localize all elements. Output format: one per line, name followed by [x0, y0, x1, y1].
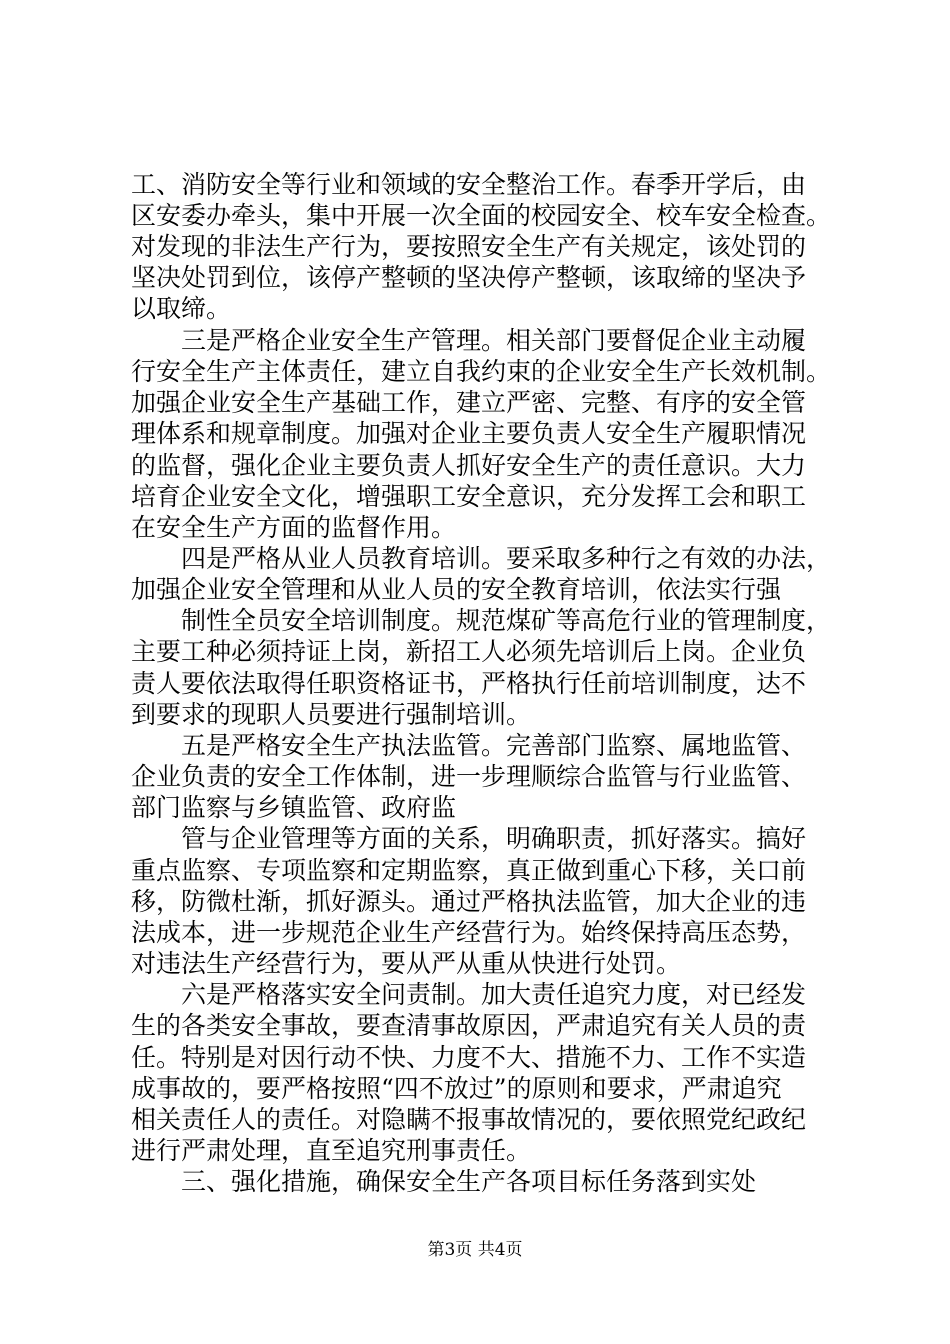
- text-line: 对违法生产经营行为，要从严从重从快进行处罚。: [131, 949, 682, 978]
- text-line: 以取缔。: [131, 294, 232, 323]
- text-line: 生的各类安全事故，要查清事故原因，严肃追究有关人员的责: [131, 1011, 807, 1040]
- page-number-footer: 第3页 共4页: [427, 1240, 523, 1260]
- section-heading: 三、强化措施，确保安全生产各项目标任务落到实处: [181, 1167, 757, 1196]
- paragraph-first-line: 制性全员安全培训制度。规范煤矿等高危行业的管理制度，: [181, 606, 832, 635]
- text-line: 工、消防安全等行业和领域的安全整治工作。春季开学后，由: [131, 170, 807, 199]
- paragraph-first-line: 六是严格落实安全问责制。加大责任追究力度，对已经发: [181, 980, 807, 1009]
- text-line: 法成本，进一步规范企业生产经营行为。始终保持高压态势，: [131, 918, 807, 947]
- paragraph-first-line: 管与企业管理等方面的关系，明确职责，抓好落实。搞好: [181, 824, 807, 853]
- text-line: 部门监察与乡镇监管、政府监: [131, 793, 457, 822]
- paragraph-first-line: 五是严格安全生产执法监管。完善部门监察、属地监管、: [181, 731, 807, 760]
- text-line: 理体系和规章制度。加强对企业主要负责人安全生产履职情况: [131, 419, 807, 448]
- text-line: 到要求的现职人员要进行强制培训。: [131, 700, 532, 729]
- text-line: 企业负责的安全工作体制，进一步理顺综合监管与行业监管、: [131, 762, 807, 791]
- paragraph-first-line: 四是严格从业人员教育培训。要采取多种行之有效的办法，: [181, 544, 832, 573]
- text-line: 坚决处罚到位，该停产整顿的坚决停产整顿，该取缔的坚决予: [131, 263, 807, 292]
- text-line: 相关责任人的责任。对隐瞒不报事故情况的，要依照党纪政纪: [131, 1105, 807, 1134]
- text-line: 的监督，强化企业主要负责人抓好安全生产的责任意识。大力: [131, 451, 807, 480]
- text-line: 主要工种必须持证上岗，新招工人必须先培训后上岗。企业负: [131, 637, 807, 666]
- text-line: 移，防微杜渐，抓好源头。通过严格执法监管，加大企业的违: [131, 887, 807, 916]
- text-line: 加强企业安全生产基础工作，建立严密、完整、有序的安全管: [131, 388, 807, 417]
- text-line: 任。特别是对因行动不快、力度不大、措施不力、工作不实造: [131, 1043, 807, 1072]
- text-line: 加强企业安全管理和从业人员的安全教育培训，依法实行强: [131, 575, 782, 604]
- text-line: 区安委办牵头，集中开展一次全面的校园安全、校车安全检查。: [131, 201, 832, 230]
- text-line: 行安全生产主体责任，建立自我约束的企业安全生产长效机制。: [131, 357, 832, 386]
- text-line: 培育企业安全文化，增强职工安全意识，充分发挥工会和职工: [131, 482, 807, 511]
- text-line: 成事故的，要严格按照“四不放过”的原则和要求，严肃追究: [131, 1074, 782, 1103]
- text-line: 责人要依法取得任职资格证书，严格执行任前培训制度，达不: [131, 669, 807, 698]
- text-line: 对发现的非法生产行为，要按照安全生产有关规定，该处罚的: [131, 232, 807, 261]
- text-line: 进行严肃处理，直至追究刑事责任。: [131, 1136, 532, 1165]
- paragraph-first-line: 三是严格企业安全生产管理。相关部门要督促企业主动履: [181, 326, 807, 355]
- text-line: 重点监察、专项监察和定期监察，真正做到重心下移，关口前: [131, 856, 807, 885]
- text-line: 在安全生产方面的监督作用。: [131, 513, 457, 542]
